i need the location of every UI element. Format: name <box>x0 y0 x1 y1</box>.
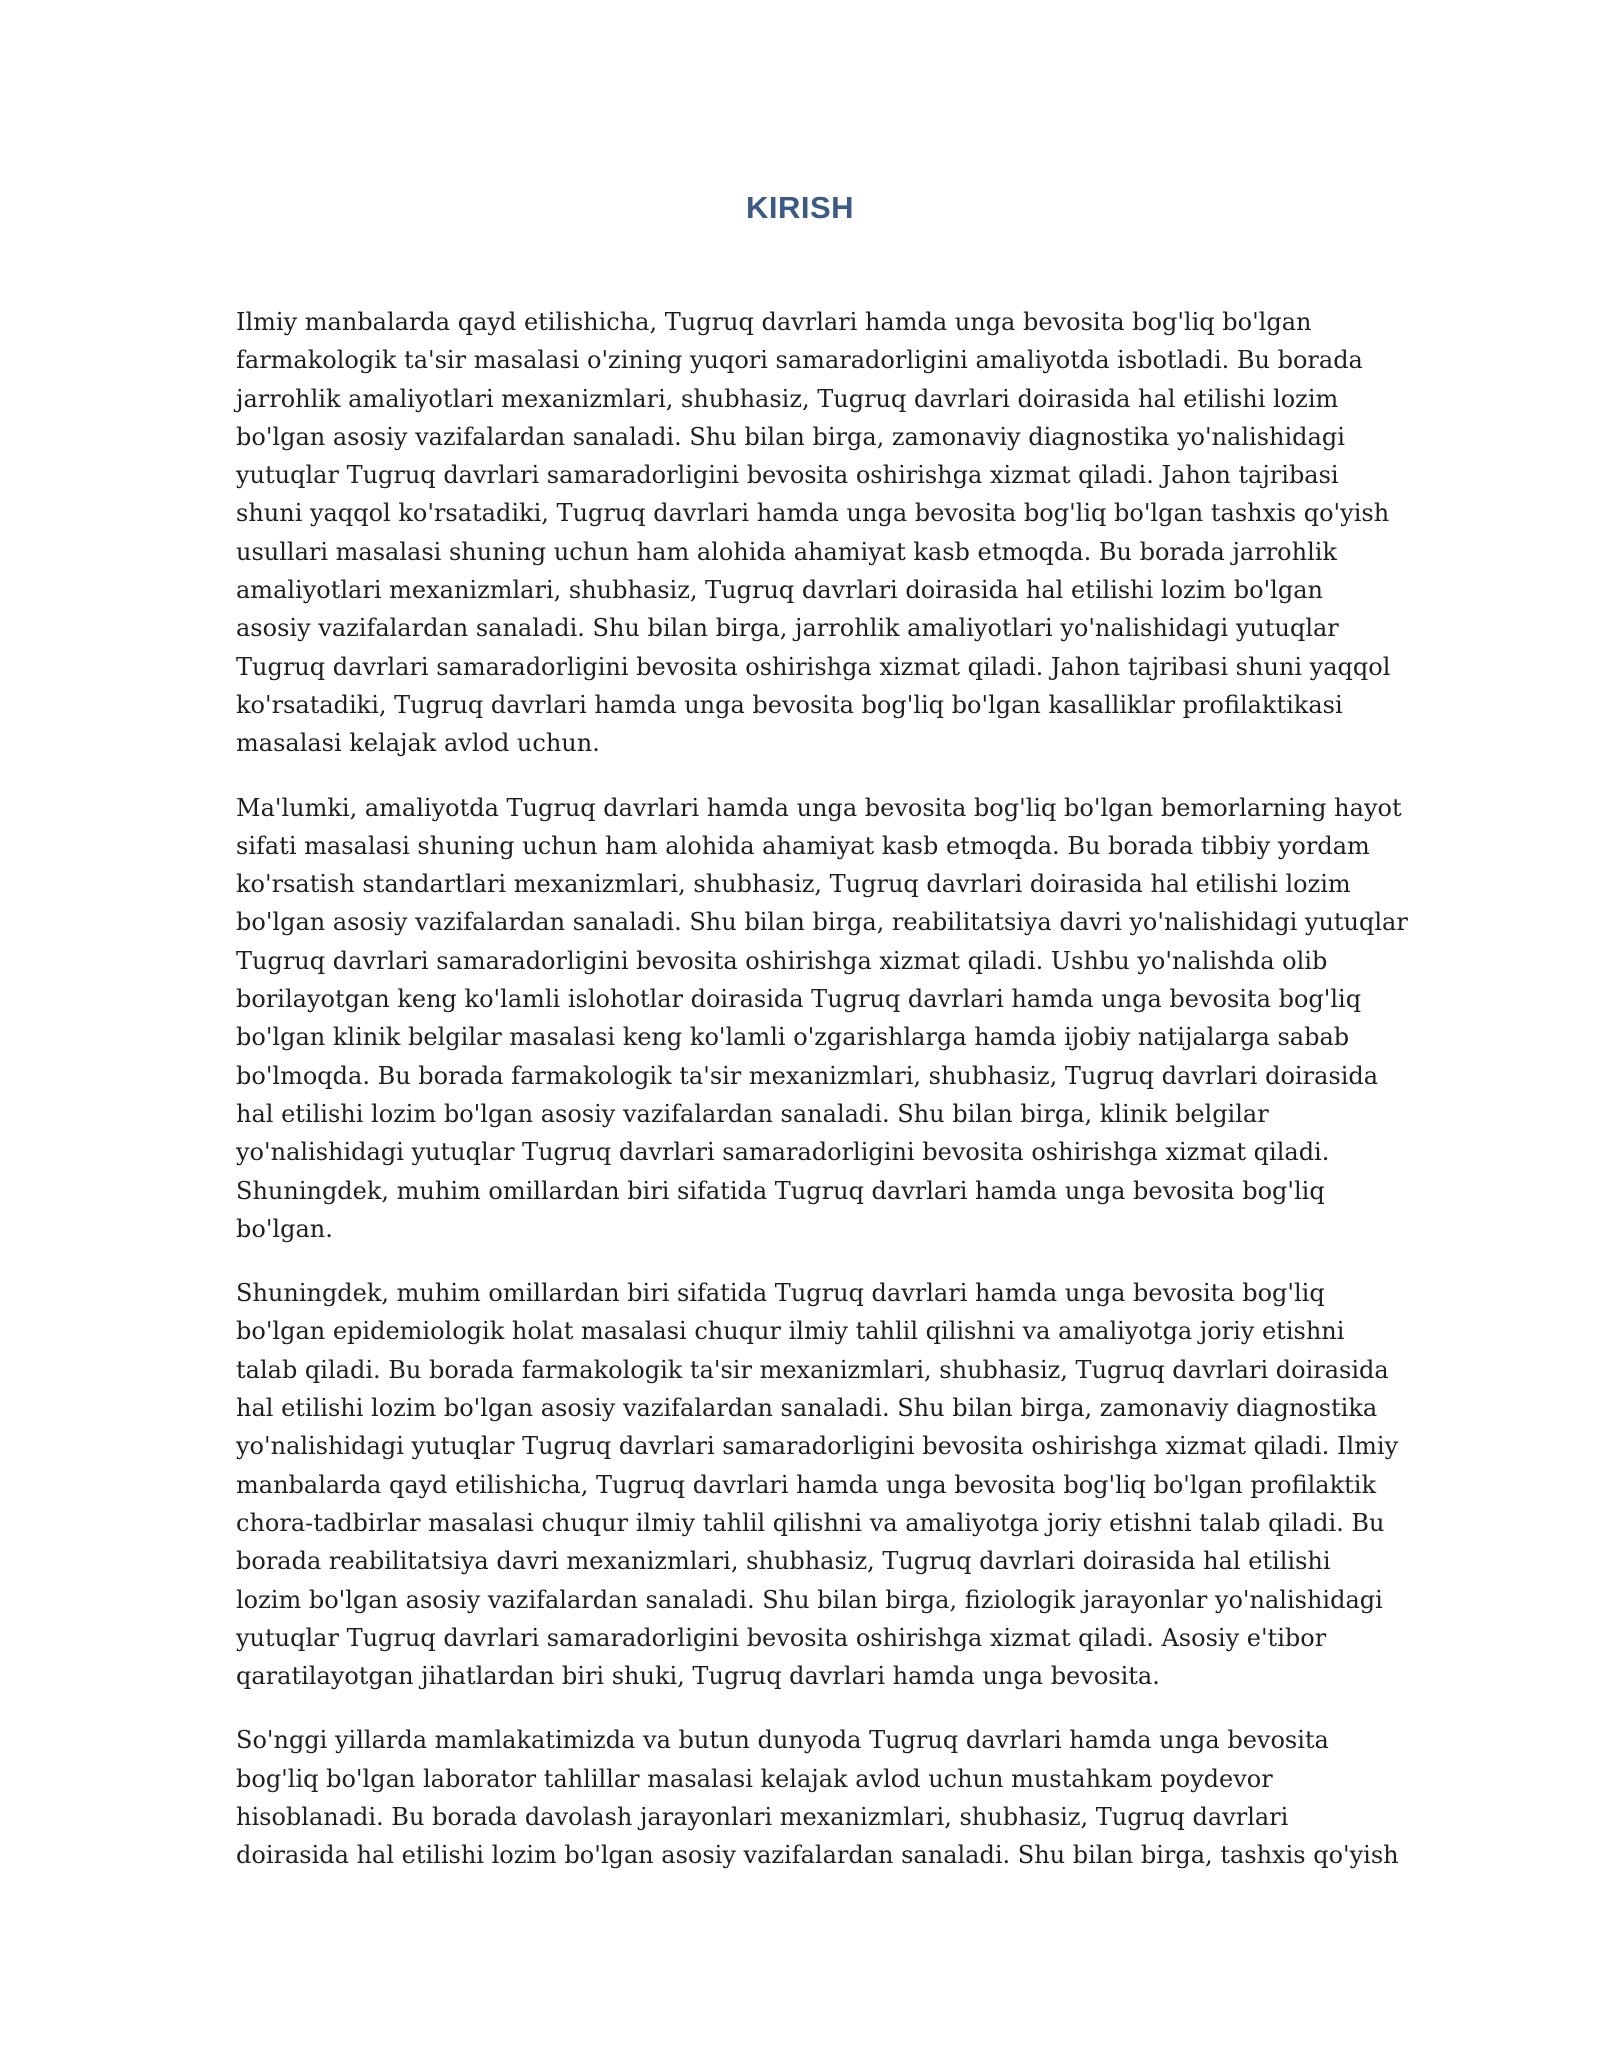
text-line: yutuqlar Tugruq davrlari samaradorligini bevosita oshirishga xizmat qiladi. Asosiy e'tibor <box>236 1623 1327 1652</box>
text-line: borada reabilitatsiya davri mexanizmlari, shubhasiz, Tugruq davrlari doirasida hal etilishi <box>236 1547 1331 1576</box>
document-body <box>236 303 1408 1901</box>
text-line: asosiy vazifalardan sanaladi. Shu bilan birga, jarrohlik amaliyotlari yo'nalishidagi yutuqlar <box>236 614 1339 643</box>
text-line: hal etilishi lozim bo'lgan asosiy vazifalardan sanaladi. Shu bilan birga, klinik belgilar <box>236 1099 1269 1128</box>
text-line: yo'nalishidagi yutuqlar Tugruq davrlari samaradorligini bevosita oshirishga xizmat qiladi. Ilmiy <box>236 1432 1399 1461</box>
text-line: ko'rsatadiki, Tugruq davrlari hamda unga bevosita bog'liq bo'lgan kasalliklar profilaktikasi <box>236 690 1343 719</box>
text-line: talab qiladi. Bu borada farmakologik ta'sir mexanizmlari, shubhasiz, Tugruq davrlari doirasida <box>236 1355 1389 1384</box>
text-line: bo'lgan. <box>236 1214 333 1243</box>
text-line: amaliyotlari mexanizmlari, shubhasiz, Tugruq davrlari doirasida hal etilishi lozim bo'lgan <box>236 576 1323 605</box>
body-paragraph <box>236 789 1408 1249</box>
text-line: qaratilayotgan jihatlardan biri shuki, Tugruq davrlari hamda unga bevosita. <box>236 1662 1160 1691</box>
text-line: hal etilishi lozim bo'lgan asosiy vazifalardan sanaladi. Shu bilan birga, zamonaviy diagnostika <box>236 1394 1378 1423</box>
text-line: borilayotgan keng ko'lamli islohotlar doirasida Tugruq davrlari hamda unga bevosita bog'liq <box>236 985 1362 1014</box>
text-line: ko'rsatish standartlari mexanizmlari, shubhasiz, Tugruq davrlari doirasida hal etilishi lozim <box>236 870 1351 899</box>
text-line: bo'lgan klinik belgilar masalasi keng ko'lamli o'zgarishlarga hamda ijobiy natijalarga sabab <box>236 1023 1350 1052</box>
text-line: Shuningdek, muhim omillardan biri sifatida Tugruq davrlari hamda unga bevosita bog'liq <box>236 1279 1325 1308</box>
text-line: shuni yaqqol ko'rsatadiki, Tugruq davrlari hamda unga bevosita bog'liq bo'lgan tashxis qo'yish <box>236 499 1390 528</box>
text-line: Tugruq davrlari samaradorligini bevosita oshirishga xizmat qiladi. Jahon tajribasi shuni yaqqol <box>236 652 1391 681</box>
text-line: lozim bo'lgan asosiy vazifalardan sanaladi. Shu bilan birga, fiziologik jarayonlar yo'nalishidagi <box>236 1585 1383 1614</box>
page-title: KIRISH <box>745 190 855 225</box>
text-line: hisoblanadi. Bu borada davolash jarayonlari mexanizmlari, shubhasiz, Tugruq davrlari <box>236 1802 1289 1831</box>
body-paragraph <box>236 303 1391 763</box>
text-line: bo'lmoqda. Bu borada farmakologik ta'sir mexanizmlari, shubhasiz, Tugruq davrlari doirasida <box>236 1061 1379 1090</box>
text-line: Shuningdek, muhim omillardan biri sifatida Tugruq davrlari hamda unga bevosita bog'liq <box>236 1176 1325 1205</box>
text-line: So'nggi yillarda mamlakatimizda va butun dunyoda Tugruq davrlari hamda unga bevosita <box>236 1726 1329 1755</box>
text-line: chora-tadbirlar masalasi chuqur ilmiy tahlil qilishni va amaliyotga joriy etishni talab qiladi. Bu <box>236 1508 1385 1537</box>
text-line: sifati masalasi shuning uchun ham alohida ahamiyat kasb etmoqda. Bu borada tibbiy yordam <box>236 831 1370 860</box>
text-line: manbalarda qayd etilishicha, Tugruq davrlari hamda unga bevosita bog'liq bo'lgan profilaktik <box>236 1470 1377 1499</box>
text-line: bo'lgan epidemiologik holat masalasi chuqur ilmiy tahlil qilishni va amaliyotga joriy etishni <box>236 1317 1345 1346</box>
text-line: Tugruq davrlari samaradorligini bevosita oshirishga xizmat qiladi. Ushbu yo'nalishda olib <box>236 946 1328 975</box>
text-line: Ilmiy manbalarda qayd etilishicha, Tugruq davrlari hamda unga bevosita bog'liq bo'lgan <box>236 308 1312 336</box>
text-line: yutuqlar Tugruq davrlari samaradorligini bevosita oshirishga xizmat qiladi. Jahon tajribasi <box>236 461 1339 490</box>
text-line: Ma'lumki, amaliyotda Tugruq davrlari hamda unga bevosita bog'liq bo'lgan bemorlarning hayot <box>236 793 1402 822</box>
body-paragraph <box>236 1274 1399 1695</box>
text-line: bo'lgan asosiy vazifalardan sanaladi. Shu bilan birga, zamonaviy diagnostika yo'nalishidagi <box>236 422 1345 451</box>
text-line: masalasi kelajak avlod uchun. <box>236 729 600 758</box>
text-line: bo'lgan asosiy vazifalardan sanaladi. Shu bilan birga, reabilitatsiya davri yo'nalishidagi yutuqlar <box>236 908 1408 937</box>
text-line: doirasida hal etilishi lozim bo'lgan asosiy vazifalardan sanaladi. Shu bilan birga, tashxis qo'yish <box>236 1841 1399 1870</box>
text-line: jarrohlik amaliyotlari mexanizmlari, shubhasiz, Tugruq davrlari doirasida hal etilishi lozim <box>236 384 1339 413</box>
text-line: bog'liq bo'lgan laborator tahlillar masalasi kelajak avlod uchun mustahkam poydevor <box>236 1764 1273 1793</box>
text-line: usullari masalasi shuning uchun ham alohida ahamiyat kasb etmoqda. Bu borada jarrohlik <box>236 537 1337 566</box>
body-paragraph <box>236 1721 1399 1874</box>
text-line: farmakologik ta'sir masalasi o'zining yuqori samaradorligini amaliyotda isbotladi. Bu borada <box>236 346 1363 375</box>
text-line: yo'nalishidagi yutuqlar Tugruq davrlari samaradorligini bevosita oshirishga xizmat qiladi. <box>236 1138 1330 1167</box>
